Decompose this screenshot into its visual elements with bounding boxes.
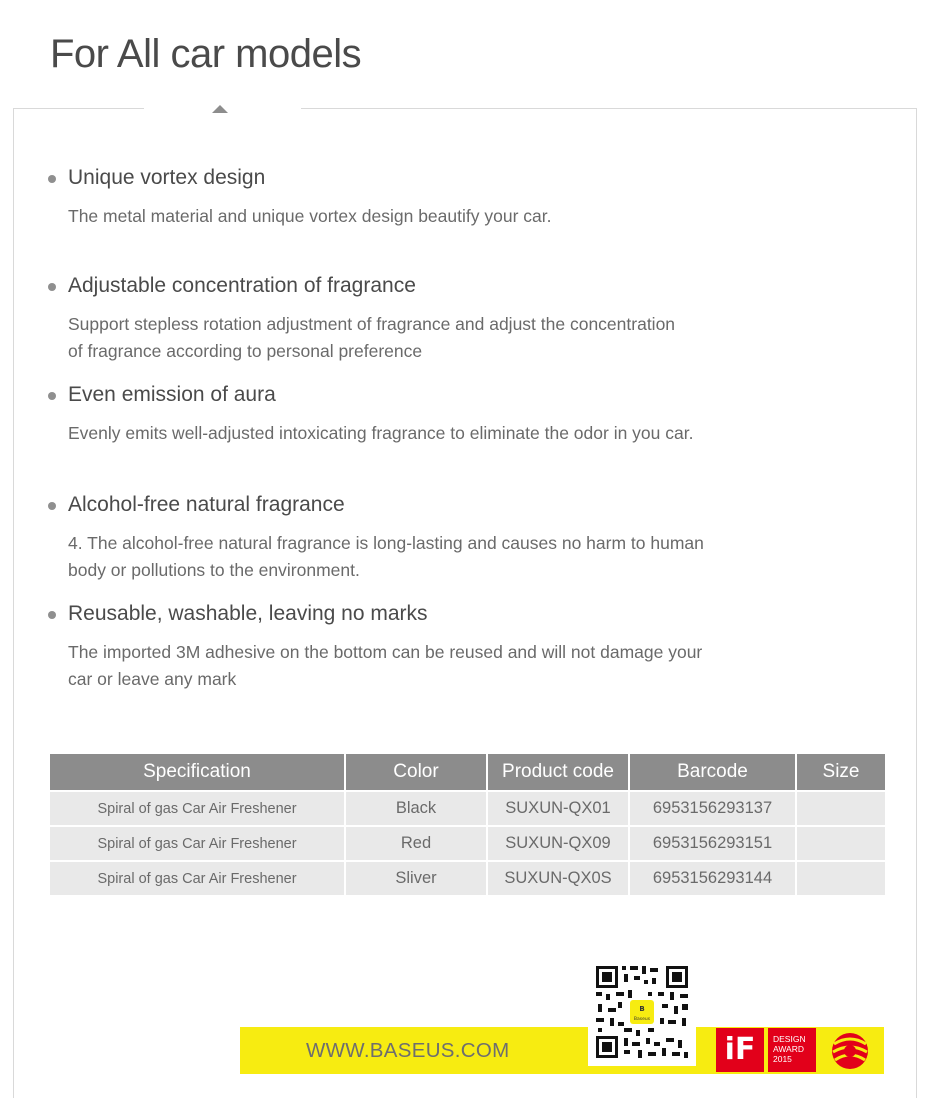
feature-item <box>45 274 825 364</box>
column-header-size: Size <box>796 753 886 791</box>
feature-description <box>68 530 788 584</box>
table-row <box>49 861 886 896</box>
feature-description-line: 4. The alcohol-free natural fragrance is long-lasting and causes no harm to human <box>68 533 704 553</box>
table-row <box>49 826 886 861</box>
red-dot-award-icon <box>828 1030 872 1072</box>
bullet-icon <box>48 175 56 183</box>
bullet-icon <box>48 283 56 291</box>
cell-product-code: SUXUN-QX0S <box>487 861 629 896</box>
caret-up-icon <box>212 105 228 113</box>
frame-left-line <box>13 108 14 1098</box>
cell-product-code: SUXUN-QX01 <box>487 791 629 826</box>
feature-heading: Adjustable concentration of fragrance <box>68 274 416 297</box>
column-header-color: Color <box>345 753 487 791</box>
feature-item <box>45 166 825 236</box>
cell-size <box>796 826 886 861</box>
design-award-line: AWARD <box>773 1044 805 1054</box>
cell-size <box>796 791 886 826</box>
cell-specification: Spiral of gas Car Air Freshener <box>49 791 345 826</box>
cell-color: Sliver <box>345 861 487 896</box>
feature-heading: Alcohol-free natural fragrance <box>68 493 345 516</box>
feature-heading: Even emission of aura <box>68 383 276 406</box>
feature-item <box>45 602 825 692</box>
design-award-badge <box>768 1028 816 1072</box>
table-header-row <box>49 753 886 791</box>
feature-description-line: of fragrance according to personal preference <box>68 341 423 361</box>
feature-description <box>68 639 788 693</box>
spec-table <box>48 752 887 897</box>
frame-top-left-line <box>13 108 144 109</box>
cell-color: Black <box>345 791 487 826</box>
frame-top-right-line <box>301 108 917 109</box>
design-award-line: 2015 <box>773 1054 792 1064</box>
feature-heading: Unique vortex design <box>68 166 266 189</box>
cell-size <box>796 861 886 896</box>
table-row <box>49 791 886 826</box>
bullet-icon <box>48 502 56 510</box>
qr-badge-text: Baseus <box>633 1017 651 1022</box>
feature-description: The metal material and unique vortex design beautify your car. <box>68 206 552 226</box>
feature-item <box>45 383 825 453</box>
cell-color: Red <box>345 826 487 861</box>
feature-description-line: body or pollutions to the environment. <box>68 560 360 580</box>
column-header-barcode: Barcode <box>629 753 796 791</box>
website-link[interactable]: WWW.BASEUS.COM <box>306 1039 510 1062</box>
column-header-product-code: Product code <box>487 753 629 791</box>
feature-description-line: The imported 3M adhesive on the bottom can be reused and will not damage your <box>68 642 703 662</box>
cell-product-code: SUXUN-QX09 <box>487 826 629 861</box>
feature-description <box>68 311 788 365</box>
column-header-specification: Specification <box>49 753 345 791</box>
cell-specification: Spiral of gas Car Air Freshener <box>49 826 345 861</box>
svg-text:B: B <box>639 1005 645 1013</box>
cell-barcode: 6953156293137 <box>629 791 796 826</box>
feature-description-line: car or leave any mark <box>68 669 237 689</box>
design-award-line: DESIGN <box>773 1034 806 1044</box>
feature-description: Evenly emits well-adjusted intoxicating fragrance to eliminate the odor in you car. <box>68 423 694 443</box>
bullet-icon <box>48 611 56 619</box>
qr-code <box>588 962 696 1066</box>
feature-heading: Reusable, washable, leaving no marks <box>68 602 428 625</box>
feature-description-line: Support stepless rotation adjustment of fragrance and adjust the concentration <box>68 314 676 334</box>
cell-barcode: 6953156293144 <box>629 861 796 896</box>
if-award-logo: iF <box>716 1028 764 1072</box>
cell-barcode: 6953156293151 <box>629 826 796 861</box>
cell-specification: Spiral of gas Car Air Freshener <box>49 861 345 896</box>
qr-code-icon <box>588 962 696 1066</box>
bullet-icon <box>48 392 56 400</box>
feature-item <box>45 493 825 583</box>
frame-right-line <box>916 108 917 1098</box>
page-title: For All car models <box>50 32 362 76</box>
